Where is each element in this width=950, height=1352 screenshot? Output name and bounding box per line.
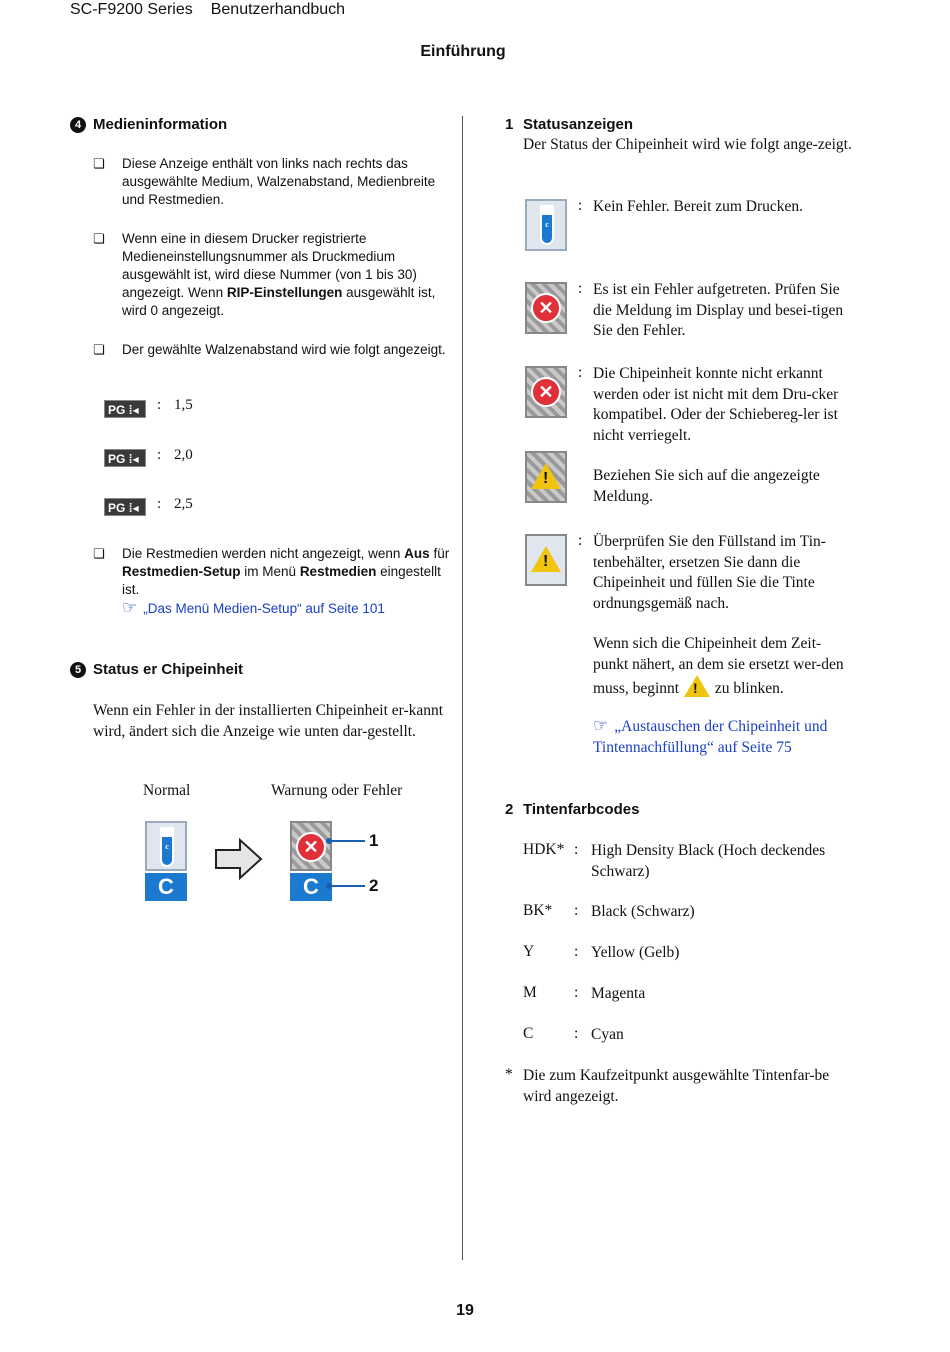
subsection-heading-statusanzeigen: Statusanzeigen [523,116,634,133]
chip-icon: c [145,821,187,871]
colon: : [578,280,583,297]
platen-gap-icon: PG ⁞◂ [104,498,146,516]
chip-error-icon: ✕ [525,282,567,334]
status-text-not-recognized: Die Chipeinheit konnte nicht erkannt werden oder ist nicht mit dem Dru-cker kompatibel. Oder der Schiebereg-ler ist nicht verriegelt. [593,365,839,444]
blink-note: Wenn sich die Chipeinheit dem Zeit-punkt nähert, an dem sie ersetzt wer-den muss, beginnt ! zu blinken. [593,635,844,697]
bullet-icon: ❏ [93,231,105,246]
section-number-4: 4 [70,117,86,133]
section-heading-medieninformation: Medieninformation [93,116,228,133]
chip-error-icon: ✕ [525,366,567,418]
status-text-ok: Kein Fehler. Bereit zum Drucken. [593,198,804,215]
colon: : [578,532,583,549]
platen-gap-icon: PG ⁞◂ [104,400,146,418]
link-austauschen-chipeinheit[interactable]: „Austauschen der Chipeinheit und Tintennachfüllung“ auf Seite 75 [593,718,828,756]
colon: : [574,841,579,858]
status-text-error: Es ist ein Fehler aufgetreten. Prüfen Sie die Meldung im Display und besei-tigen Sie den Fehler. [593,281,844,339]
ink-name: High Density Black (Hoch deckendes Schwarz) [591,842,826,880]
ink-name: Black (Schwarz) [591,903,695,920]
colon: : [574,943,579,960]
footnote-mark: * [505,1066,513,1083]
ink-code: Y [523,943,535,960]
chip-warning-checkered-icon: ! [525,451,567,503]
status-text-see-message: Beziehen Sie sich auf die angezeigte Meldung. [593,467,820,505]
chip-ok-icon: c [525,199,567,251]
bullet-text-3: Der gewählte Walzenabstand wird wie folgt angezeigt. [122,342,446,357]
warning-triangle-icon: ! [683,675,711,697]
ink-name: Magenta [591,985,646,1002]
link-medien-setup[interactable]: „Das Menü Medien-Setup“ auf Seite 101 [143,601,385,616]
label-normal: Normal [143,782,191,799]
platen-gap-value: 2,0 [174,447,193,463]
colon: : [578,364,583,381]
arrow-right-icon [214,838,264,880]
pointing-hand-icon: ☞ [593,716,609,735]
platen-gap-icon: PG ⁞◂ [104,449,146,467]
link-block [593,716,861,758]
callout-1: 1 [369,831,379,850]
callout-2: 2 [369,876,379,895]
platen-gap-value: 2,5 [174,496,193,512]
section5-paragraph: Wenn ein Fehler in der installierten Chipeinheit er-kannt wird, ändert sich die Anzeige wie unten dar-gestellt. [93,702,444,740]
chip-warning-icon: ! [525,534,567,586]
subsection-number-1: 1 [505,116,514,133]
colon: : [574,1025,579,1042]
platen-gap-value: 1,5 [174,397,193,413]
colon: : [157,496,162,512]
bullet-text-4: Die Restmedien werden nicht angezeigt, wenn Aus für Restmedien-Setup im Menü Restmedien eingestellt ist. ☞ „Das Menü Medien-Setup“ auf Seite 101 [122,546,450,617]
bullet-text-2: Wenn eine in diesem Drucker registrierte Medieneinstellungsnummer als Druckmedium ausgewählt ist, wird diese Nummer (von 1 bis 30) angezeigt. Wenn RIP-Einstellungen ausgewählt ist, wird 0 angezeigt. [122,231,436,318]
label-warning-or-error: Warnung oder Fehler [271,782,403,799]
ink-color-code: C [290,873,332,901]
colon: : [157,447,162,463]
chip-status-error [290,821,332,901]
column-divider [462,116,463,1260]
running-header [70,1,345,19]
status-intro: Der Status der Chipeinheit wird wie folgt ange-zeigt. [523,136,852,153]
error-icon: ✕ [290,821,332,871]
callout-line [330,840,365,842]
bullet-icon: ❏ [93,342,105,357]
ink-code: HDK* [523,841,565,858]
section-heading-status-chipeinheit: Status er Chipeinheit [93,661,244,678]
pointing-hand-icon: ☞ [122,598,138,617]
section-number-5: 5 [70,662,86,678]
subsection-number-2: 2 [505,801,514,818]
product-name: SC-F9200 Series [70,1,193,18]
chapter-title: Einführung [420,43,506,60]
ink-code: M [523,984,537,1001]
bullet-icon: ❏ [93,156,105,171]
page-number: 19 [456,1302,474,1319]
subsection-heading-tintenfarbcodes: Tintenfarbcodes [523,801,640,818]
bullet-text-1: Diese Anzeige enthält von links nach rechts das ausgewählte Medium, Walzenabstand, Medienbreite und Restmedien. [122,156,436,207]
callout-line [330,885,365,887]
ink-name: Yellow (Gelb) [591,944,680,961]
ink-color-code: C [145,873,187,901]
colon: : [574,902,579,919]
bullet-icon: ❏ [93,546,105,561]
doc-title: Benutzerhandbuch [210,1,346,18]
colon: : [578,197,583,214]
ink-name: Cyan [591,1026,624,1043]
ink-code: BK* [523,902,553,919]
ink-code: C [523,1025,534,1042]
chip-status-normal [145,821,187,901]
colon: : [157,397,162,413]
status-text-check-level: Überprüfen Sie den Füllstand im Tin-tenbehälter, ersetzen Sie dann die Chipeinheit und füllen Sie die Tinte ordnungsgemäß nach. [593,533,826,612]
footnote-text: Die zum Kaufzeitpunkt ausgewählte Tintenfar-be wird angezeigt. [523,1067,830,1105]
colon: : [574,984,579,1001]
